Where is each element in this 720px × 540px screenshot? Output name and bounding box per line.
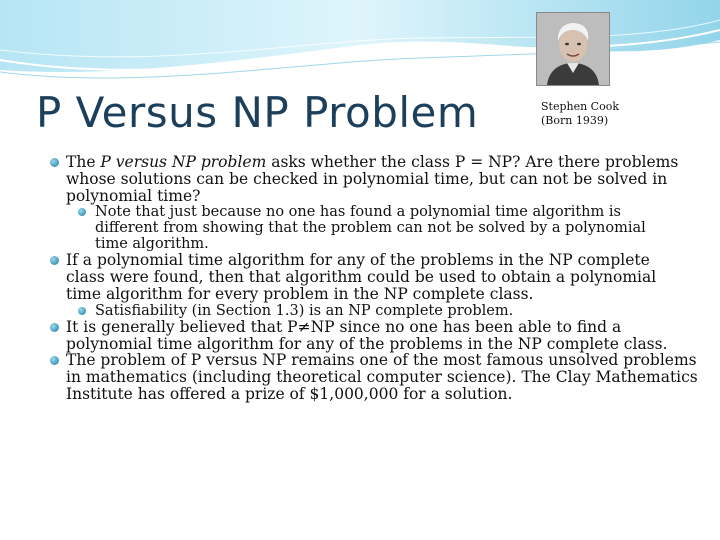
bullet-text: polynomial time algorithm for any of the problems in the NP complete class. xyxy=(66,334,668,353)
photo-caption xyxy=(541,100,619,128)
bullet-item-3 xyxy=(44,319,684,353)
bullet-text: If a polynomial time algorithm for any of the problems in the NP complete xyxy=(66,251,650,270)
italic-term: P versus NP problem xyxy=(100,153,267,171)
bullet-icon xyxy=(78,307,86,315)
bullet-item-4 xyxy=(44,351,698,403)
header-wave-decoration xyxy=(0,0,720,90)
bullet-text: Institute has offered a prize of $1,000,000 for a solution. xyxy=(66,384,513,403)
caption-name: Stephen Cook xyxy=(541,100,620,113)
bullet-text: time algorithm. xyxy=(95,236,209,253)
bullet-text: Note that just because no one has found a polynomial time algorithm is xyxy=(95,204,621,221)
bullet-icon xyxy=(50,323,59,332)
bullet-icon xyxy=(50,158,59,167)
bullet-text: whose solutions can be checked in polynomial time, but can not be solved in xyxy=(66,169,668,188)
bullet-text: It is generally believed that P≠NP since no one has been able to find a xyxy=(66,317,622,336)
bullet-icon xyxy=(78,208,86,216)
sub-bullet-item-2 xyxy=(44,303,684,319)
bullet-text: polynomial time? xyxy=(66,186,201,205)
bullet-text: Satisfiability (in Section 1.3) is an NP complete problem. xyxy=(95,302,514,319)
bullet-icon xyxy=(50,256,59,265)
bullet-text: class were found, then that algorithm could be used to obtain a polynomial xyxy=(66,268,657,287)
bullet-text: time algorithm for every problem in the NP complete class. xyxy=(66,284,534,303)
bullet-icon xyxy=(50,356,59,365)
bullet-list xyxy=(44,153,698,403)
page-title: P Versus NP Problem xyxy=(36,88,479,137)
caption-born: (Born 1939) xyxy=(541,114,609,127)
bullet-text: different from showing that the problem can not be solved by a polynomial xyxy=(95,220,646,237)
bullet-text: asks whether the class P = NP? Are there problems xyxy=(266,153,679,171)
bullet-item-2 xyxy=(44,252,684,302)
bullet-text: The problem of P versus NP remains one of the most famous unsolved problems xyxy=(66,351,697,370)
bullet-item-1 xyxy=(44,154,684,204)
bullet-text: in mathematics (including theoretical computer science). The Clay Mathematics xyxy=(66,368,698,387)
bullet-text: The xyxy=(66,153,101,171)
sub-bullet-item-1 xyxy=(44,204,684,252)
portrait-photo xyxy=(536,12,610,86)
